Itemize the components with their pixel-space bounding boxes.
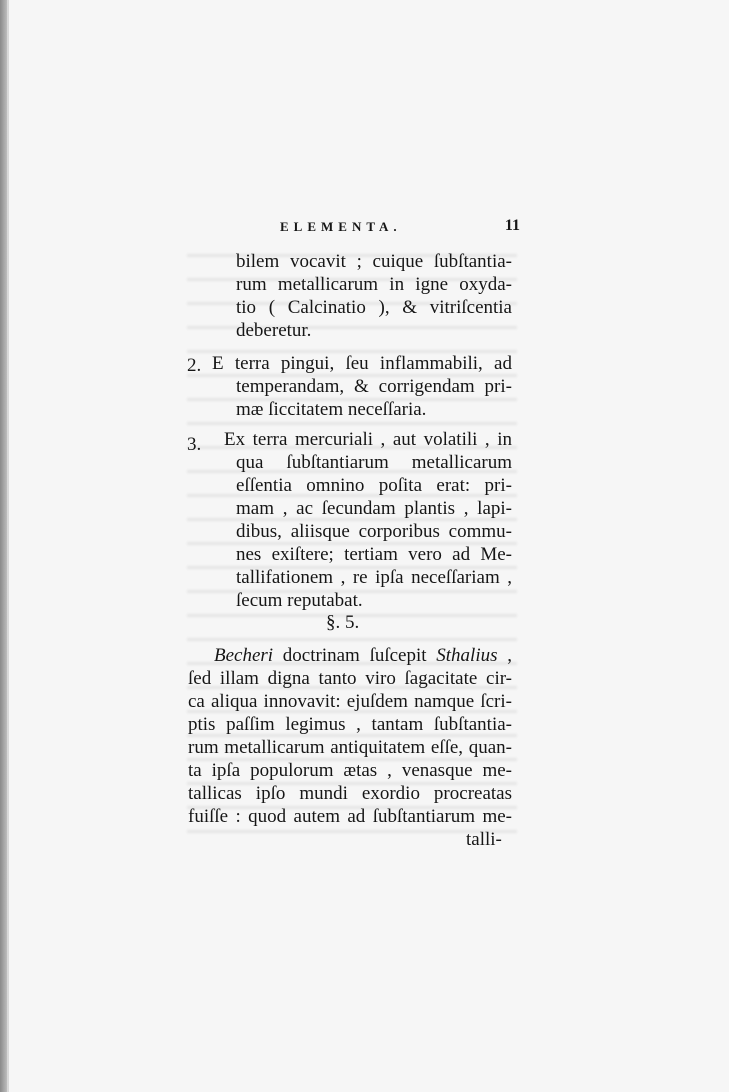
person-name: Sthalius bbox=[436, 645, 498, 666]
text-line: ptis paſſim legimus , tantam ſubſtantia- bbox=[188, 714, 512, 735]
text-line: mæ ſiccitatem neceſſaria. bbox=[236, 399, 427, 420]
text-line: eſſentia omnino poſita erat: pri- bbox=[236, 475, 512, 496]
text-line: dibus, aliisque corporibus commu- bbox=[236, 521, 512, 542]
text-line: rum metallicarum antiquitatem eſſe, quan- bbox=[188, 737, 512, 758]
text-line: nes exiſtere; tertiam vero ad Me- bbox=[236, 544, 512, 565]
text-line: bilem vocavit ; cuique ſubſtantia- bbox=[236, 251, 512, 272]
text-line: ta ipſa populorum ætas , venasque me- bbox=[188, 760, 512, 781]
text-line: E terra pingui, ſeu inflammabili, ad bbox=[212, 353, 512, 374]
text-line-first bbox=[214, 645, 512, 667]
text-line: tallicas ipſo mundi exordio procreatas bbox=[188, 783, 512, 804]
page-number: 11 bbox=[504, 217, 520, 234]
text-line: ca aliqua innovavit: ejuſdem namque ſcri- bbox=[188, 691, 512, 712]
catchword: talli- bbox=[466, 829, 502, 850]
text-line: tio ( Calcinatio ), & vitriſcentia bbox=[236, 297, 512, 318]
item-number: 2. bbox=[187, 355, 202, 376]
page-header bbox=[280, 219, 520, 239]
text-line: temperandam, & corrigendam pri- bbox=[236, 376, 512, 397]
text-line: ſecum reputabat. bbox=[236, 590, 363, 611]
text-line: fuiſſe : quod autem ad ſubſtantiarum me- bbox=[188, 806, 512, 827]
text-line: ſed illam digna tanto viro ſagacitate cir- bbox=[188, 668, 512, 689]
running-head: ELEMENTA. bbox=[280, 219, 402, 234]
text-line: Ex terra mercuriali , aut volatili , in bbox=[224, 429, 512, 450]
text-span: doctrinam ſuſcepit bbox=[273, 645, 437, 666]
section-heading: §. 5. bbox=[326, 612, 360, 633]
text-line: mam , ac ſecundam plantis , lapi- bbox=[236, 498, 512, 519]
text-line: qua ſubſtantiarum metallicarum bbox=[236, 452, 512, 473]
text-span: , bbox=[497, 645, 512, 666]
text-line: rum metallicarum in igne oxyda- bbox=[236, 274, 512, 295]
person-name: Becheri bbox=[214, 645, 274, 666]
item-number: 3. bbox=[187, 434, 202, 455]
text-line: tallifationem , re ipſa neceſſariam , bbox=[236, 567, 512, 588]
page-binding-edge bbox=[0, 0, 7, 1092]
text-line: deberetur. bbox=[236, 320, 312, 341]
